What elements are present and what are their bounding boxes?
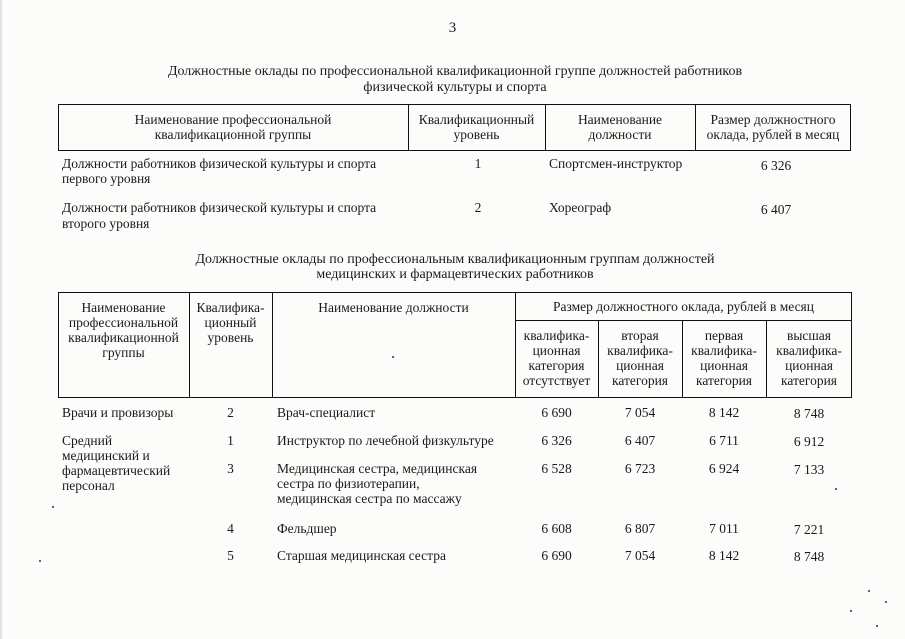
row-value: 6 326 [541, 433, 572, 448]
section1-header-position-line1: Наименование [577, 112, 663, 127]
section2-header-group [58, 300, 189, 360]
row-position-line: Медицинская сестра, медицинская [277, 461, 478, 476]
scan-edge-shadow [0, 0, 3, 639]
row-position: Инструктор по лечебной физкультуре [277, 433, 494, 448]
row-value: 7 054 [624, 548, 656, 563]
row-group-line: медицинский и [62, 448, 150, 463]
header-line: ционная [532, 343, 581, 358]
row-value: 7 011 [709, 521, 739, 536]
row-value: 6 528 [541, 461, 572, 476]
row-group-line1: Должности работников физической культуры и спорта [62, 156, 377, 171]
row-value: 6 407 [624, 433, 656, 448]
row-value: 7 133 [793, 462, 825, 477]
scan-speck [876, 625, 878, 627]
section2-header-subdivider [515, 320, 852, 321]
header-line: квалифика- [776, 343, 842, 358]
header-line: категория [528, 358, 585, 373]
scan-speck [835, 488, 837, 490]
row-group-line1: Должности работников физической культуры и спорта [62, 200, 377, 215]
section2-header-cat-higher [766, 328, 852, 388]
header-line: квалифика- [607, 343, 673, 358]
row-position: Врач-специалист [277, 405, 376, 420]
row-value: 8 142 [708, 405, 740, 420]
row-value: 7 054 [624, 405, 656, 420]
row-position: Фельдшер [277, 521, 337, 536]
header-line: вторая [621, 328, 659, 343]
scan-speck [392, 356, 394, 358]
row-value: 6 608 [541, 521, 572, 536]
section1-title-line2: физической культуры и спорта [363, 80, 547, 95]
row-salary: 6 326 [760, 158, 792, 173]
section2-header-cat-none [515, 328, 598, 388]
row-level: 1 [227, 433, 234, 448]
row-value: 6 924 [708, 461, 740, 476]
row-value: 6 690 [541, 548, 572, 563]
row-position: Старшая медицинская сестра [277, 548, 446, 563]
section1-header-salary-line1: Размер должностного [710, 112, 836, 127]
section2-title-line1: Должностные оклады по профессиональным квалификационным группам должностей [195, 252, 715, 267]
header-line: группы [102, 345, 145, 360]
row-group [62, 433, 170, 493]
row-value: 8 142 [708, 548, 740, 563]
section1-header-group-line2: квалификационной группы [154, 127, 312, 142]
scan-speck [868, 590, 870, 592]
scan-speck [52, 506, 54, 508]
header-line: квалификационной [68, 330, 179, 345]
page-number: 3 [448, 20, 457, 36]
row-level: 2 [474, 200, 482, 215]
row-group-line2: второго уровня [62, 216, 150, 231]
header-line: Наименование [81, 300, 166, 315]
row-value: 8 748 [793, 549, 825, 564]
row-value: 6 711 [709, 433, 739, 448]
header-line: высшая [786, 328, 832, 343]
header-line: ционная [700, 358, 748, 373]
section2-header-salary: Размер должностного оклада, рублей в месяц [552, 299, 814, 314]
header-line: ционная [785, 358, 833, 373]
section2-header-level [189, 300, 272, 345]
header-line: категория [611, 373, 669, 388]
header-line: отсутствует [522, 373, 591, 388]
section1-header-position-line2: должности [588, 127, 652, 142]
row-value: 6 912 [793, 434, 825, 449]
row-position [277, 461, 477, 506]
header-line: профессиональной [68, 315, 179, 330]
row-value: 6 690 [541, 405, 572, 420]
section1-header-level-line2: уровень [453, 127, 500, 142]
header-line: ционная [616, 358, 664, 373]
scan-speck [39, 560, 41, 562]
scan-speck [850, 610, 852, 612]
header-line: категория [695, 373, 753, 388]
row-level: 1 [474, 156, 482, 171]
row-group-line: фармацевтический [62, 463, 171, 478]
row-salary: 6 407 [760, 202, 792, 217]
section2-header-cat-first [682, 328, 766, 388]
section1-header-level-line1: Квалификационный [418, 112, 535, 127]
row-group: Врачи и провизоры [62, 405, 174, 420]
header-line: уровень [207, 330, 254, 345]
row-value: 8 748 [793, 406, 825, 421]
header-line: ционный [204, 315, 257, 330]
header-line: квалифика- [523, 328, 590, 343]
row-position-line: сестра по физиотерапии, [277, 476, 420, 491]
section1-header-salary-line2: оклада, рублей в месяц [706, 127, 840, 142]
header-line: Квалифика- [196, 300, 265, 315]
row-position: Спортсмен-инструктор [549, 156, 683, 171]
row-value: 6 723 [624, 461, 656, 476]
row-group-line2: первого уровня [62, 171, 151, 186]
row-group-line: персонал [62, 478, 115, 493]
section1-title-line1: Должностные оклады по профессиональной квалификационной группе должностей работников [167, 64, 743, 79]
row-group-line: Средний [62, 433, 113, 448]
section2-title-line2: медицинских и фармацевтических работников [316, 267, 594, 282]
row-level: 2 [227, 405, 234, 420]
row-level: 3 [227, 461, 234, 476]
header-line: квалифика- [691, 343, 757, 358]
row-level: 5 [227, 548, 234, 563]
section1-header-group-line1: Наименование профессиональной [134, 112, 332, 127]
scan-speck [885, 601, 887, 603]
row-position: Хореограф [549, 200, 612, 215]
section2-header-cat-second [598, 328, 682, 388]
row-position-line: медицинская сестра по массажу [277, 491, 462, 506]
row-value: 7 221 [793, 522, 825, 537]
row-value: 6 807 [624, 521, 656, 536]
row-level: 4 [227, 521, 234, 536]
header-line: первая [704, 328, 744, 343]
section2-header-position: Наименование должности [318, 300, 469, 315]
header-line: категория [780, 373, 838, 388]
